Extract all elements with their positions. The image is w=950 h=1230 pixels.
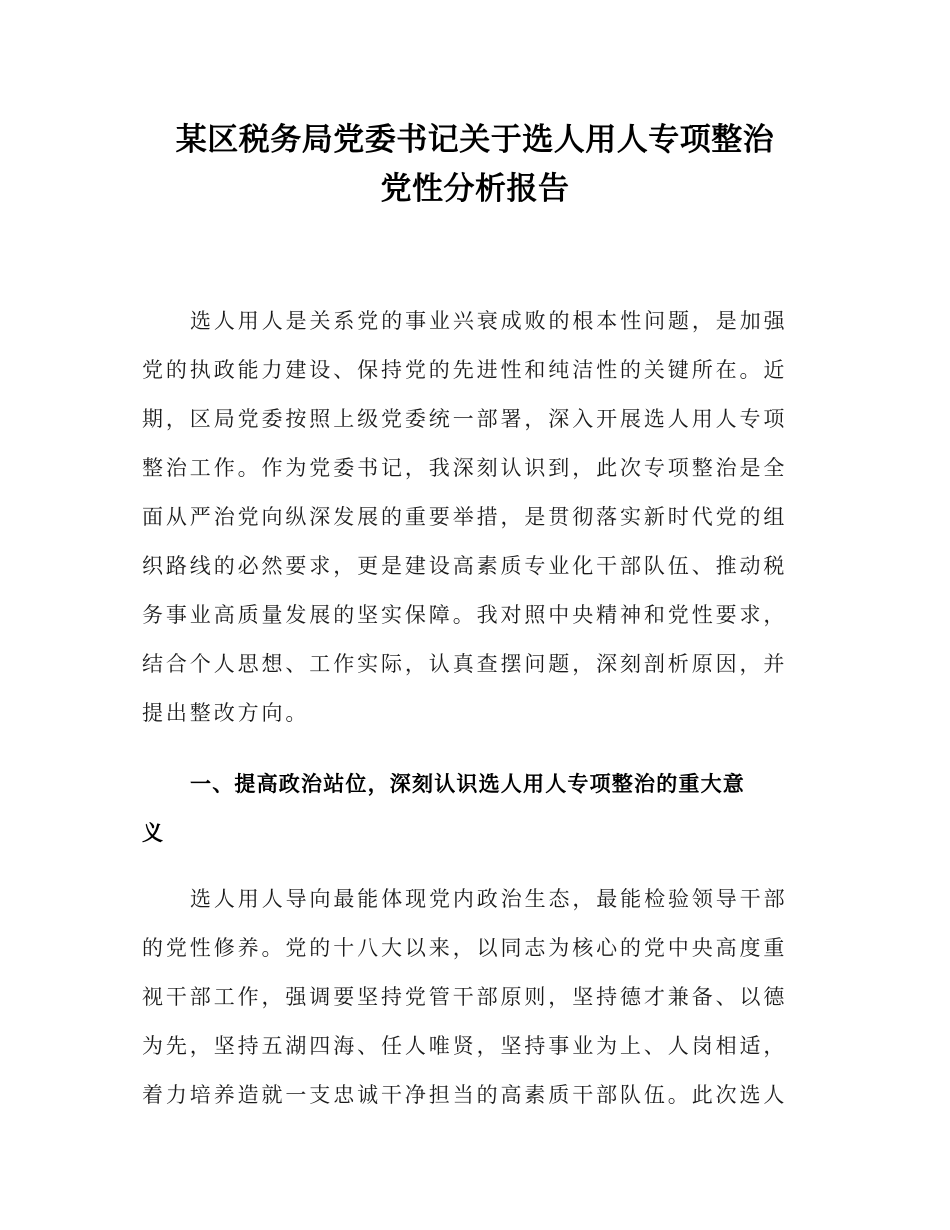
paragraph-2-line: 着力培养造就一支忠诚干净担当的高素质干部队伍。此次选人: [142, 1083, 788, 1107]
paragraph-1-line: 党的执政能力建设、保持党的先进性和纯洁性的关键所在。近: [142, 358, 788, 382]
paragraph-1-line: 面从严治党向纵深发展的重要举措，是贯彻落实新时代党的组: [142, 505, 788, 529]
paragraph-1-line: 结合个人思想、工作实际，认真查摆问题，深刻剖析原因，并: [142, 652, 788, 676]
paragraph-1-line: 务事业高质量发展的坚实保障。我对照中央精神和党性要求，: [142, 603, 788, 627]
paragraph-1-line: 选人用人是关系党的事业兴衰成败的根本性问题，是加强: [190, 309, 788, 333]
document-title-line-1: 某区税务局党委书记关于选人用人专项整治: [175, 122, 775, 158]
paragraph-1-line: 期，区局党委按照上级党委统一部署，深入开展选人用人专项: [142, 407, 788, 431]
paragraph-1-line: 提出整改方向。: [142, 701, 310, 725]
paragraph-2-line: 视干部工作，强调要坚持党管干部原则，坚持德才兼备、以德: [142, 985, 788, 1009]
paragraph-1-line: 织路线的必然要求，更是建设高素质专业化干部队伍、推动税: [142, 554, 788, 578]
document-title-line-2: 党性分析报告: [380, 171, 570, 207]
paragraph-2-line: 选人用人导向最能体现党内政治生态，最能检验领导干部: [190, 887, 788, 911]
paragraph-2-line: 的党性修养。党的十八大以来，以同志为核心的党中央高度重: [142, 936, 788, 960]
paragraph-1-line: 整治工作。作为党委书记，我深刻认识到，此次专项整治是全: [142, 456, 788, 480]
section-1-heading: 一、提高政治站位，深刻认识选人用人专项整治的重大意: [190, 772, 745, 796]
paragraph-2-line: 为先，坚持五湖四海、任人唯贤，坚持事业为上、人岗相适，: [142, 1034, 788, 1058]
section-1-heading: 义: [142, 821, 165, 845]
